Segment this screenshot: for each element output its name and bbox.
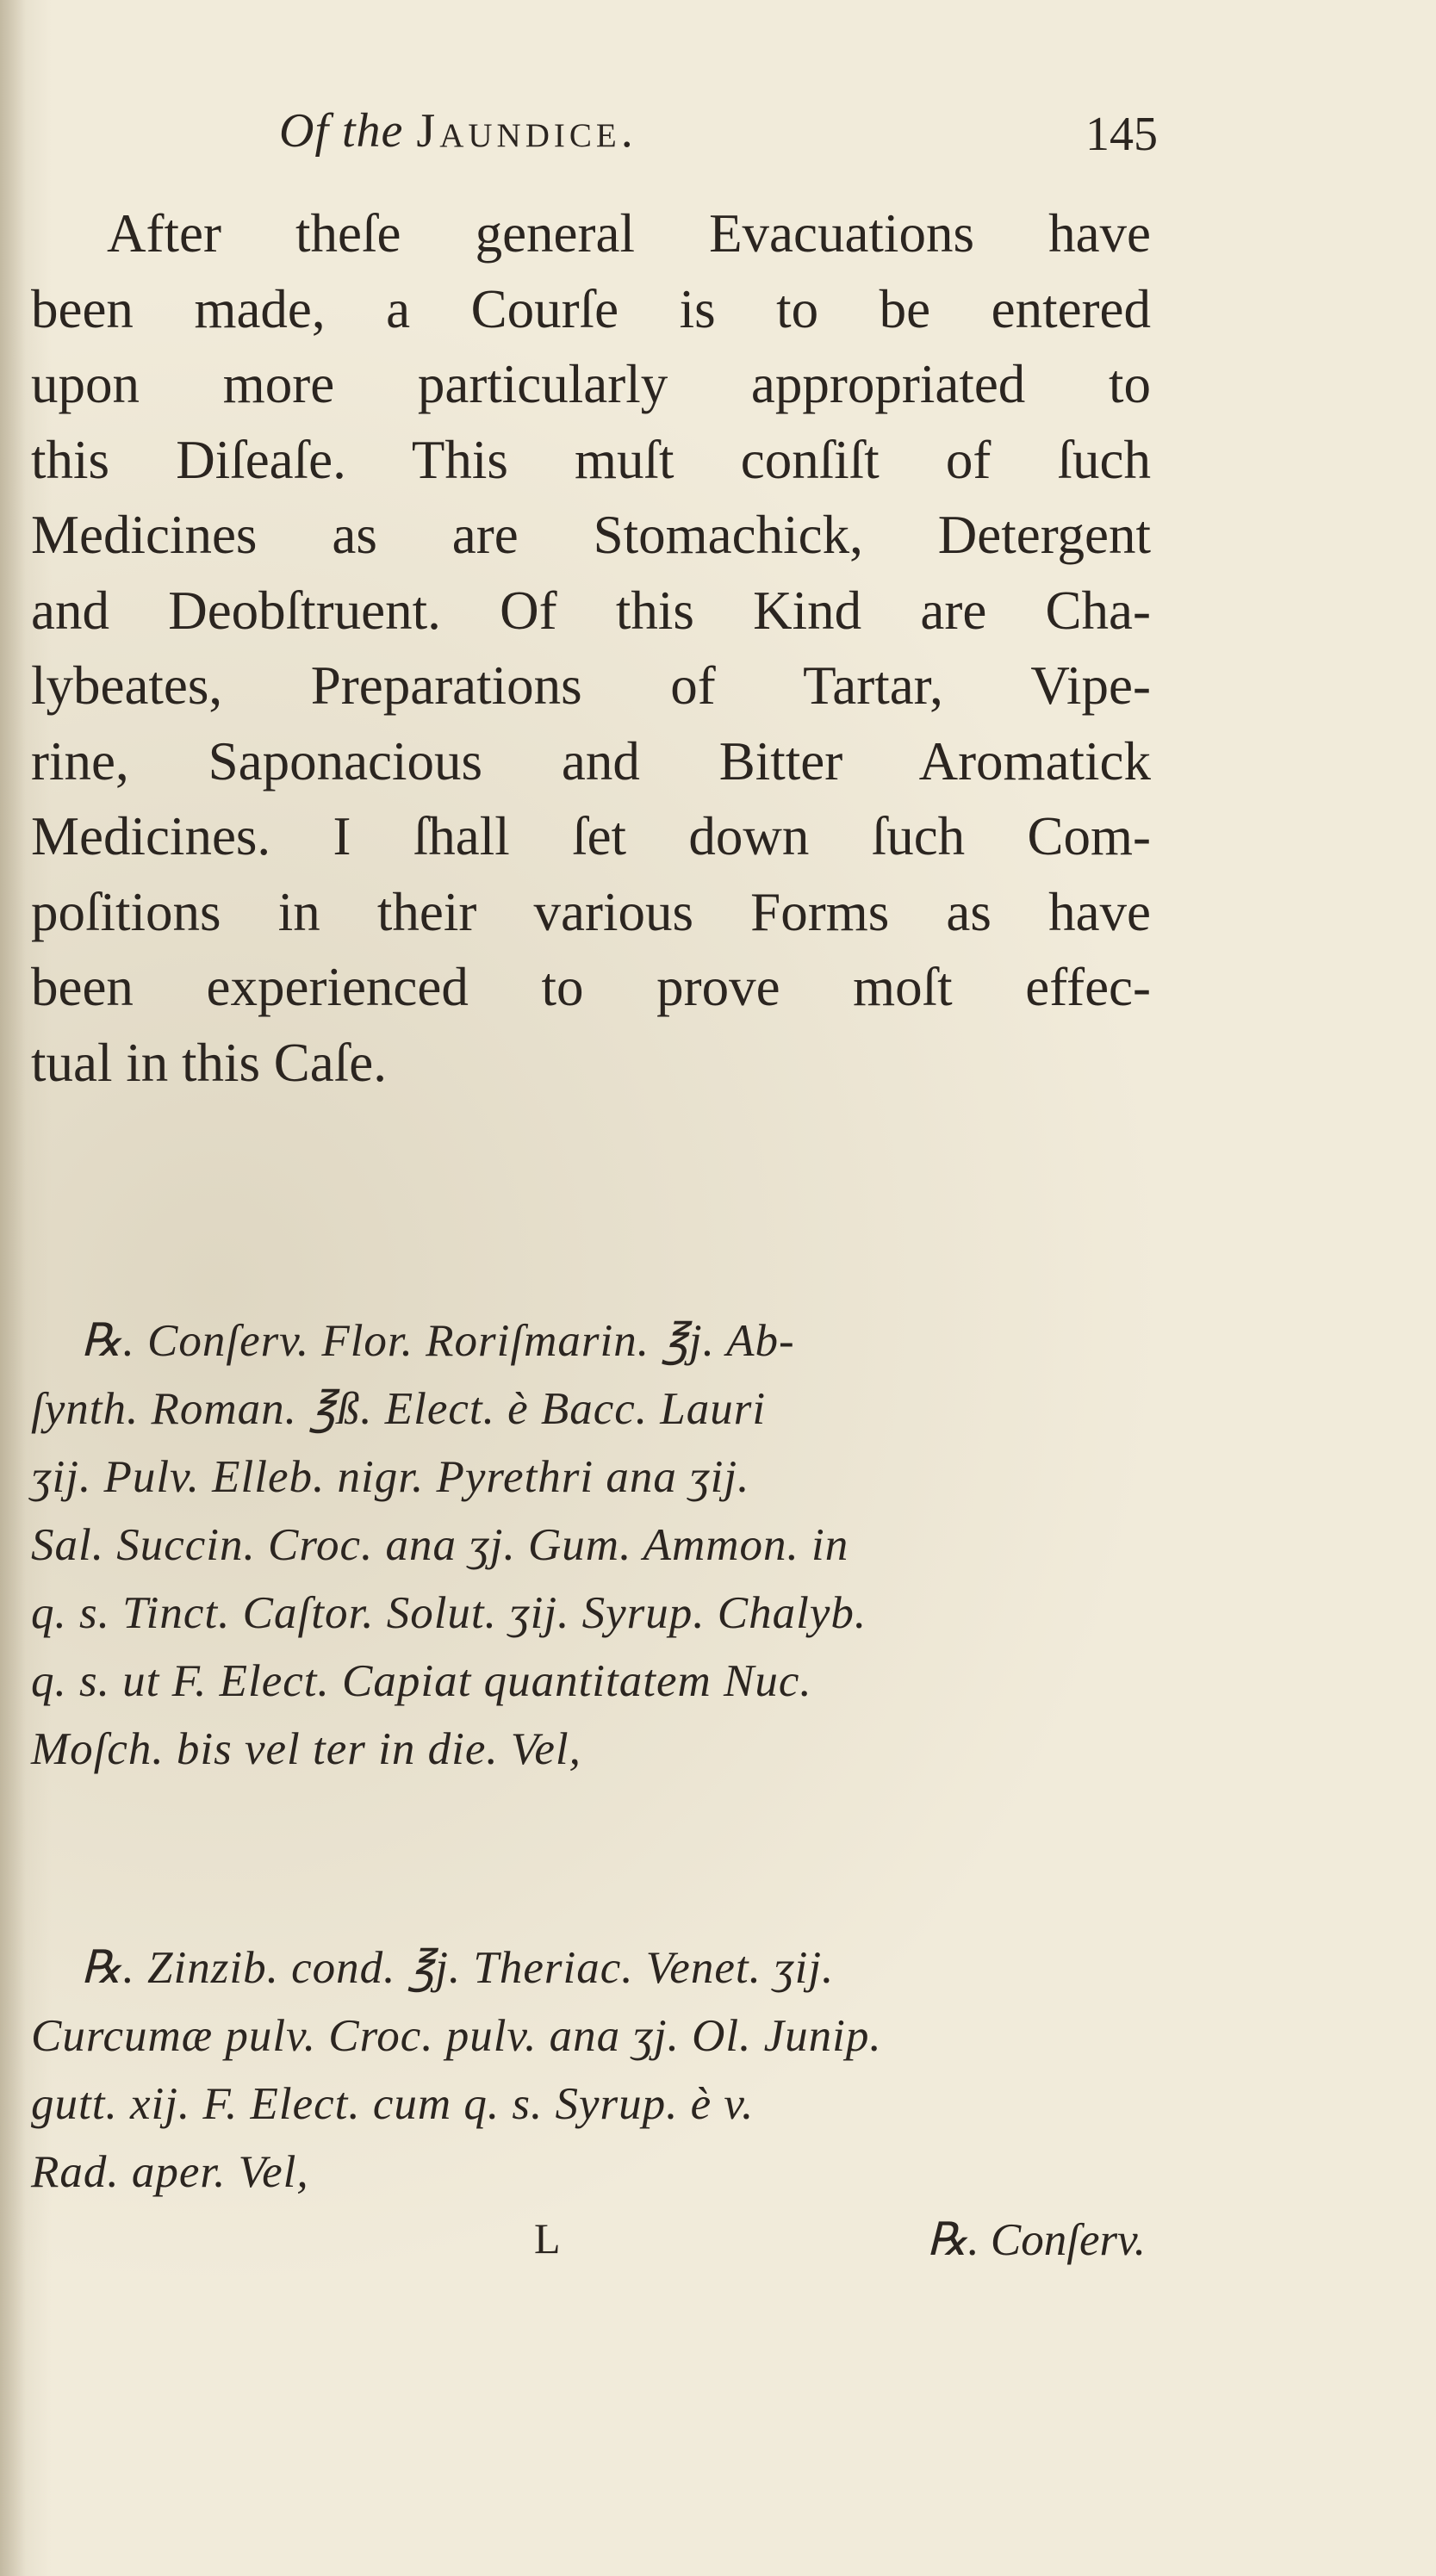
recipe-line: Sal. Succin. Croc. ana ʒj. Gum. Ammon. in <box>31 1520 849 1570</box>
recipe-line: ſynth. Roman. ℥ß. Elect. è Bacc. Lauri <box>31 1384 767 1434</box>
catchword: ℞. Conſerv. <box>926 2215 1146 2265</box>
paragraph-line: been made, a Courſe is to be entered <box>31 278 1151 339</box>
main-paragraph <box>31 196 1151 1101</box>
recipe-line: Rad. aper. Vel, <box>31 2147 309 2197</box>
recipe-line: q. s. Tinct. Caſtor. Solut. ʒij. Syrup. Chalyb. <box>31 1588 867 1638</box>
paragraph-line: rine, Saponacious and Bitter Aromatick <box>31 730 1151 791</box>
paragraph-line: Medicines. I ſhall ſet down ſuch Com- <box>31 806 1151 866</box>
running-header <box>279 103 1158 181</box>
running-title <box>279 103 637 158</box>
recipe-line: ℞. Zinzib. cond. ℥j. Theriac. Venet. ʒij. <box>81 1943 835 1993</box>
recipe-line: ℞. Conſerv. Flor. Roriſmarin. ℥j. Ab- <box>81 1316 795 1366</box>
recipe-line: Curcumæ pulv. Croc. pulv. ana ʒj. Ol. Junip. <box>31 2011 882 2061</box>
spine-shadow <box>0 0 26 2576</box>
recipe-line: q. s. ut F. Elect. Capiat quantitatem Nuc. <box>31 1656 812 1706</box>
paragraph-line: lybeates, Preparations of Tartar, Vipe- <box>31 655 1151 716</box>
page-number: 145 <box>1085 108 1158 161</box>
paragraph-line: this Diſeaſe. This muſt conſiſt of ſuch <box>31 429 1151 490</box>
paragraph-line: tual in this Caſe. <box>31 1032 387 1093</box>
recipe-second <box>31 1934 1151 2207</box>
recipe-line: ʒij. Pulv. Elleb. nigr. Pyrethri ana ʒij. <box>31 1452 750 1502</box>
page-footer <box>0 2213 1146 2282</box>
recipe-line: Moſch. bis vel ter in die. Vel, <box>31 1724 581 1774</box>
running-title-main: Jaundice. <box>416 104 637 158</box>
paragraph-line: upon more particularly appropriated to <box>31 354 1151 414</box>
paragraph-line: been experienced to prove moſt effec- <box>31 957 1151 1017</box>
paragraph-line: poſitions in their various Forms as have <box>31 881 1151 942</box>
running-title-prefix: Of the <box>279 104 404 158</box>
paragraph-line: After theſe general Evacuations have <box>107 203 1151 264</box>
recipe-line: gutt. xij. F. Elect. cum q. s. Syrup. è v. <box>31 2079 755 2129</box>
paragraph-line: and Deobſtruent. Of this Kind are Cha- <box>31 580 1151 641</box>
recipe-first <box>31 1307 1151 1784</box>
paragraph-line: Medicines as are Stomachick, Detergent <box>31 505 1151 565</box>
signature-mark: L <box>534 2214 561 2263</box>
